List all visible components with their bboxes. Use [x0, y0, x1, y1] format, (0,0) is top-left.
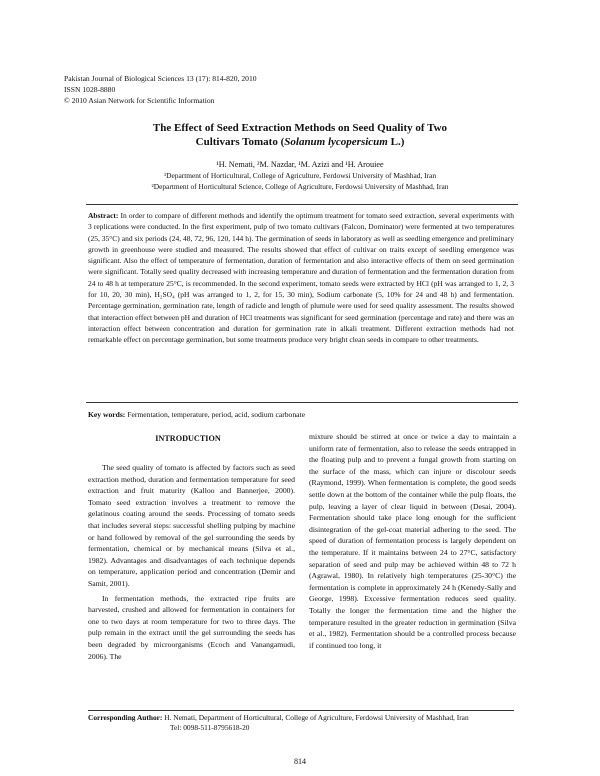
- column-left: [88, 462, 295, 662]
- intro-paragraph-2: In fermentation methods, the extracted ripe fruits are harvested, crushed and allowed for fermentation in containers for one to two days at room temperature for two to three days. The pulp remain in the extract until the gel surrounding the seeds has been degraded by microorganisms (Ecoch and Vanangamudi, 2006). The: [88, 593, 295, 661]
- footnote-rule: [88, 710, 514, 711]
- intro-paragraph-3: mixture should be stirred at once or twice a day to maintain a uniform rate of fermentation, also to release the seeds entrapped in the floating pulp and to prevent a fungal growth from starting on the surface of the mass, which can injure or discolour seeds (Raymond, 1999). When fermentation is complete, the good seeds settle down at the bottom of the container while the pulp floats, the pulp, leaving a layer of clear liquid in between (Desai, 2004). Fermentation should take place long enough for the sufficient disintegration of the gel-coat material adhering to the seed. The speed of duration of fermentation process is largely dependent on the temperature. If it maintains between 24 to 27°C, satisfactory separation of seed and pulp may be achieved within 48 to 72 h (Agrawal, 1980). In relatively high temperatures (25-30°C) the fermentation is complete in approximately 24 h (Kenedy-Sally and George, 1998). Excessive fermentation reduces seed quality. Totally the longer the fermentation time and the higher the temperature resulted in the greater reduction in germination (Silva et al., 1982). Fermentation should be a controlled process because if continued too long, it: [309, 432, 516, 650]
- journal-header: [64, 73, 257, 106]
- keywords-label: Key words:: [88, 410, 126, 419]
- page-number: 814: [294, 757, 306, 766]
- abstract-text: In order to compare of different methods and identify the optimum treatment for tomato seed extraction, several experiments with 3 replications were conducted. In the first experiment, pulp of two tomato cultivars (Falcon, Dominator) were fermented at two temperatures (25, 35°C) and six periods (24, 48, 72, 96, 120, 144 h). The germination of seeds in laboratory as well as seedling emergence and preliminary growth in greenhouse were studied and measured. The results showed that effect of cultivar on traits except of seedling emergence was significant. Also the effect of temperature of fermentation, duration of fermentation and also interactive effects of them on seed germination were significant. Totally seed quality decreased with increasing temperature and duration of fermentation and the fermentation duration from 24 to 48 h at temperature 25°C, is recommended. In the second experiment, tomato seeds were extracted by HCl (pH was arranged to 1, 2, 3 for 10, 20, 30 min), H₂SO₄ (pH was arranged to 1, 2, for 15, 30 min), Sodium carbonate (5, 10% for 24 and 48 h) and fermentation. Percentage germination, germination rate, length of radicle and length of plumule were used for seed quality assessment. The results showed that interaction effect between pH and duration of HCl treatments was significant for seed germination (percentage and rate) and there was an interaction effect between concentration and duration for germination rate in alkali treatment. Different extraction methods had not remarkable effect on percentage germination, but some treatments produce very bright clean seeds in compare to other treatments.: [88, 211, 515, 345]
- affiliation-1: ¹Department of Horticultural, College of Agriculture, Ferdowsi University of Mashhad, Iran: [163, 171, 437, 180]
- abstract-label: Abstract:: [88, 211, 119, 220]
- title-species: Solanum lycopersicum: [284, 136, 388, 148]
- introduction-heading: INTRODUCTION: [155, 434, 221, 443]
- abstract: [88, 210, 514, 346]
- journal-citation: Pakistan Journal of Biological Sciences 13 (17): 814-820, 2010: [64, 74, 257, 83]
- corresponding-text: H. Nemati, Department of Horticultural, College of Agriculture, Ferdowsi University of Mashhad, Iran: [164, 713, 469, 722]
- corresponding-author: [88, 713, 518, 733]
- authors: ¹H. Nemati, ²M. Nazdar, ¹M. Azizi and ¹H. Arouiee: [216, 160, 384, 169]
- keywords-text: Fermentation, temperature, period, acid, sodium carbonate: [127, 410, 306, 419]
- abstract-top-rule: [86, 204, 518, 205]
- title-line-2: [60, 135, 540, 149]
- affiliation-2: ²Department of Horticultural Science, College of Agriculture, Ferdowsi University of Mashhad, Iran: [151, 182, 449, 191]
- corresponding-tel: Tel: 0098-511-8795618-20: [170, 723, 250, 732]
- title-line-2-suffix: L.): [387, 136, 405, 148]
- column-right: [309, 431, 516, 651]
- corresponding-label: Corresponding Author:: [88, 713, 163, 722]
- keywords: [88, 409, 514, 420]
- journal-issn: ISSN 1028-8880: [64, 85, 116, 94]
- abstract-bottom-rule: [86, 402, 518, 403]
- title-line-1: The Effect of Seed Extraction Methods on Seed Quality of Two: [152, 122, 448, 134]
- affiliations: [40, 170, 560, 192]
- journal-copyright: © 2010 Asian Network for Scientific Information: [64, 96, 215, 105]
- paper-title: [60, 121, 540, 149]
- title-line-2-prefix: Cultivars Tomato (: [195, 136, 285, 148]
- intro-paragraph-1: The seed quality of tomato is affected by factors such as seed extraction method, duration and fermentation temperature for seed extraction and fruit maturity (Kalloo and Bannerjee, 2000). Tomato seed extraction involves a treatment to remove the gelatinous coating around the seeds. Processing of tomato seeds that includes several steps: successful shelling pulping by machine or hand followed by removal of the gel surrounding the seeds by fermentation, chemical or by mechanical means (Silva et al., 1982). Advantages and disadvantages of each technique depends on temperature, application period and concentration (Demir and Samit, 2001).: [88, 463, 295, 588]
